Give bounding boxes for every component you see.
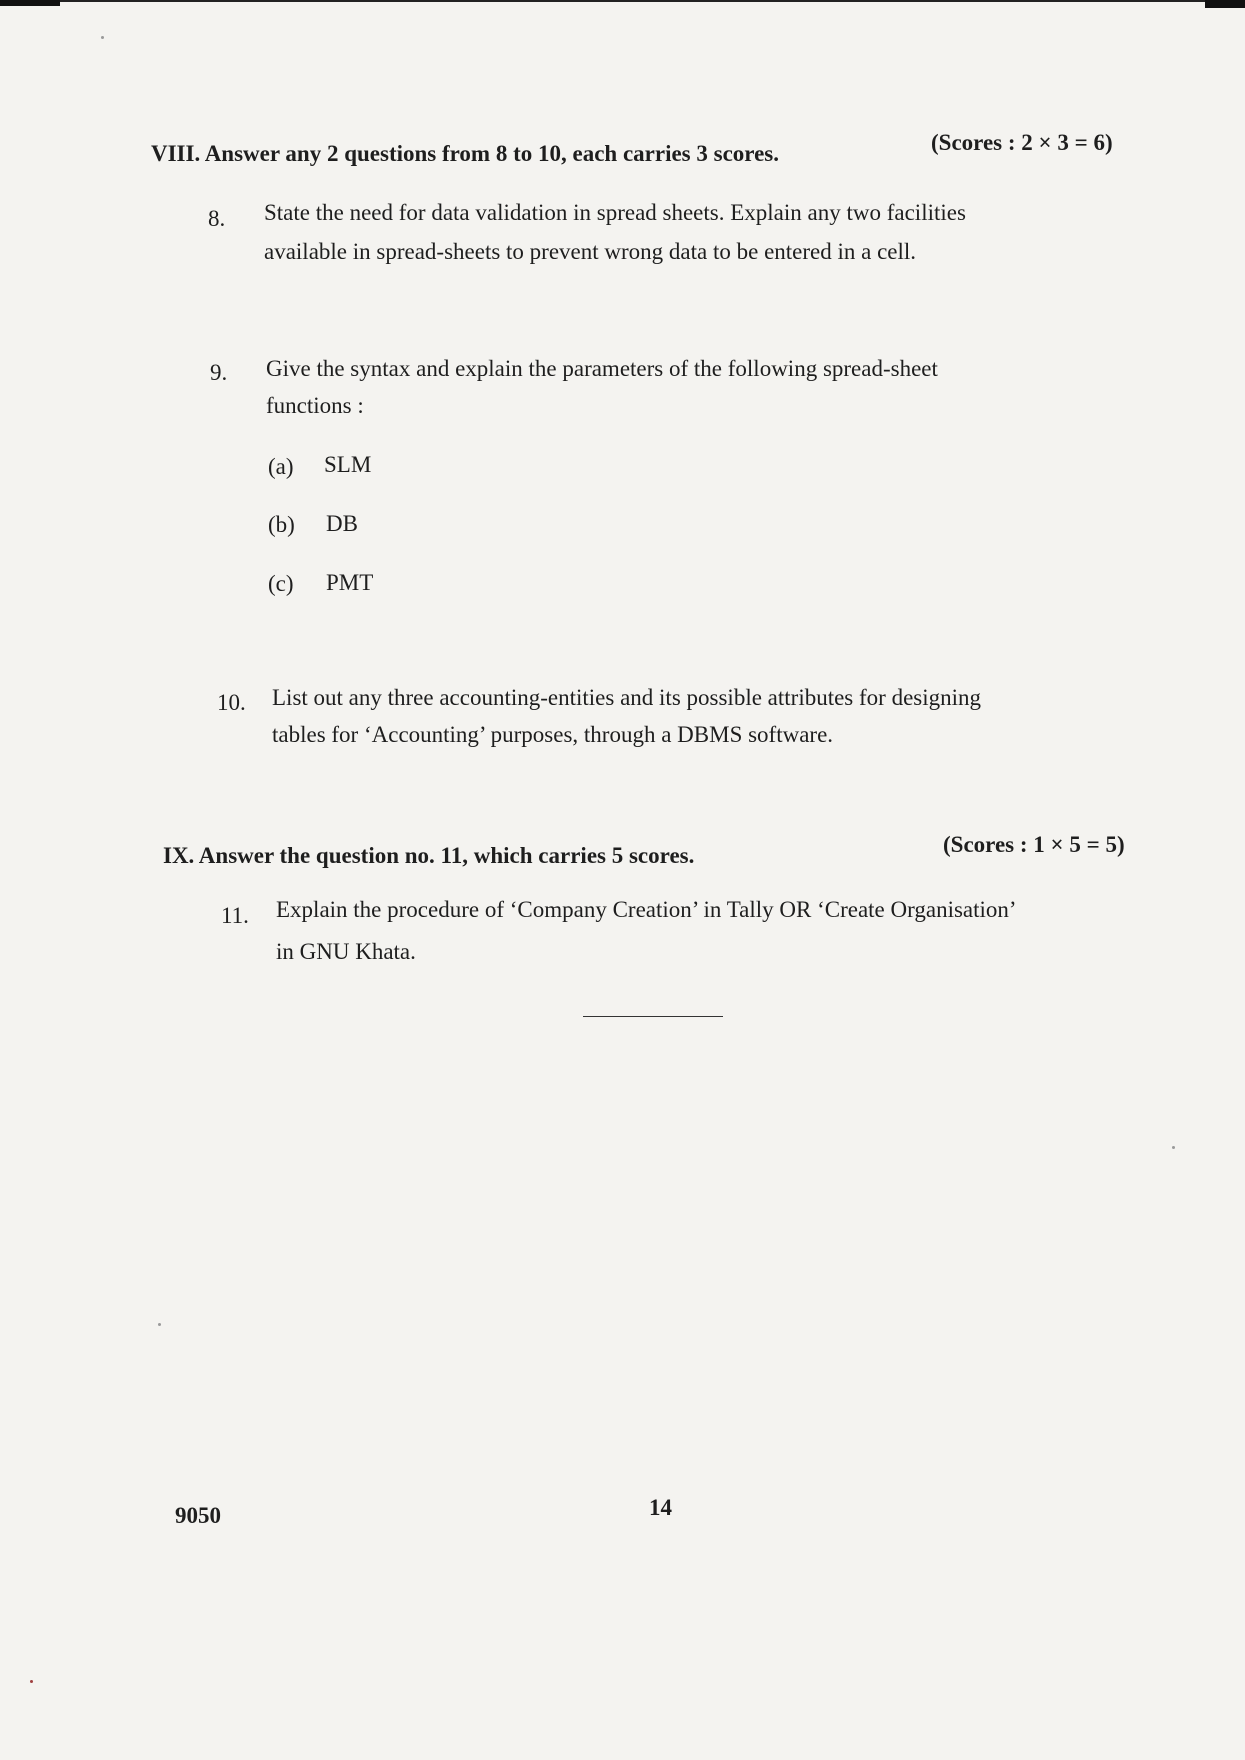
scan-top-edge xyxy=(0,0,1245,2)
end-of-questions-rule xyxy=(583,1016,723,1017)
question-9-option-a-label: (a) xyxy=(268,454,294,479)
question-9-line-1: Give the syntax and explain the parameters of the following spread-sheet xyxy=(266,356,938,381)
section-ix-scores: (Scores : 1 × 5 = 5) xyxy=(943,832,1125,857)
question-9-option-c-text: PMT xyxy=(326,570,374,595)
question-9-option-b-text: DB xyxy=(326,511,358,536)
question-9-line-2: functions : xyxy=(266,393,364,418)
question-8-number: 8. xyxy=(208,206,226,231)
scan-speck xyxy=(101,36,104,39)
question-10-line-1: List out any three accounting-entities and its possible attributes for designing xyxy=(272,685,982,710)
question-10-number: 10. xyxy=(217,690,246,715)
question-9-option-b-label: (b) xyxy=(268,512,295,537)
section-viii-title: VIII. Answer any 2 questions from 8 to 10, each carries 3 scores. xyxy=(151,141,779,166)
question-11-line-2: in GNU Khata. xyxy=(276,939,416,964)
scan-top-right-mark xyxy=(1205,0,1245,8)
question-9-number: 9. xyxy=(210,360,228,385)
paper-code: 9050 xyxy=(175,1503,221,1528)
scan-speck xyxy=(158,1323,161,1326)
question-9-option-c-label: (c) xyxy=(268,571,294,596)
question-10-line-2: tables for ‘Accounting’ purposes, through a DBMS software. xyxy=(272,722,834,747)
question-11-line-1: Explain the procedure of ‘Company Creation’ in Tally OR ‘Create Organisation’ xyxy=(276,897,1017,922)
question-8-line-2: available in spread-sheets to prevent wrong data to be entered in a cell. xyxy=(264,239,917,264)
question-8-line-1: State the need for data validation in spread sheets. Explain any two facilities xyxy=(264,200,966,225)
section-ix-title: IX. Answer the question no. 11, which carries 5 scores. xyxy=(163,843,695,868)
scan-speck xyxy=(1172,1146,1175,1149)
section-viii-scores: (Scores : 2 × 3 = 6) xyxy=(931,130,1113,155)
scan-speck xyxy=(30,1680,33,1683)
page-number: 14 xyxy=(649,1495,672,1520)
question-11-number: 11. xyxy=(221,903,249,928)
question-9-option-a-text: SLM xyxy=(324,452,372,477)
scan-top-left-mark xyxy=(0,0,60,6)
